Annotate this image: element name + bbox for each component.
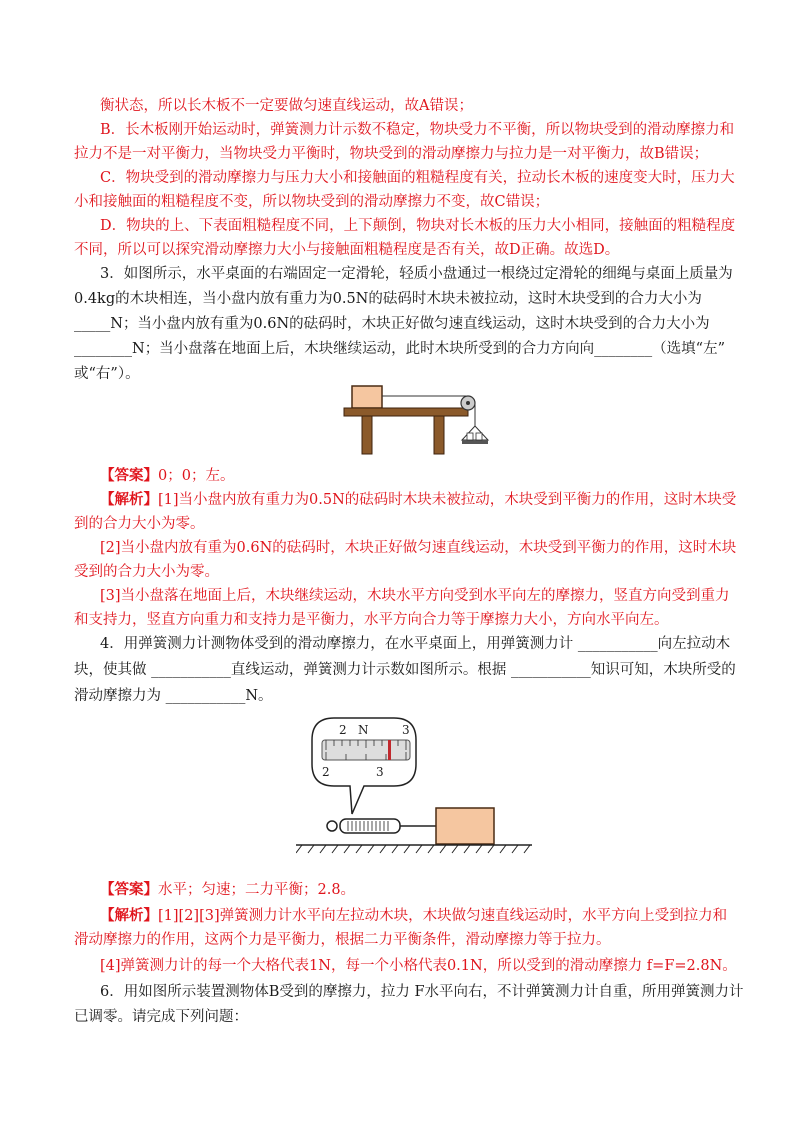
pointer [388, 740, 391, 760]
analysis-line [100, 490, 760, 510]
wood-block [436, 808, 494, 844]
text-line: 滑动摩擦力为 ___________N。 [74, 688, 273, 704]
text-line: 不同，所以可以探究滑动摩擦力大小与接触面粗糙程度是否有关，故D正确。故选D。 [74, 242, 620, 258]
tick-label-top-right: 3 [402, 723, 410, 737]
text-line: ________N；当小盘落在地面上后，木块继续运动，此时木块所受到的合力方向向________（选填“左” [74, 341, 726, 357]
question-6: 6．用如图所示装置测物体B受到的摩擦力，拉力 F水平向右，不计弹簧测力计自重，所用弹簧测力计 [100, 984, 744, 1000]
text-line: [2]当小盘内放有重为0.6N的砝码时，木块正好做匀速直线运动，木块受到平衡力的作用，这时木块 [100, 540, 737, 556]
table-leg [434, 416, 444, 454]
unit-label: N [358, 723, 369, 737]
weight [476, 433, 482, 440]
text-line: 块，使其做 ___________直线运动，弹簧测力计示数如图所示。根据 ___________知识可知，木块所受的 [74, 662, 736, 678]
tick-label-bottom-left: 2 [322, 765, 330, 779]
text-line: _____N；当小盘内放有重为0.6N的砝码时，木块正好做匀速直线运动，这时木块受到的合力大小为 [74, 316, 710, 332]
scale-ring [327, 821, 337, 831]
answer-tag: 【答案】 [100, 467, 158, 484]
text-line: 已调零。请完成下列问题： [74, 1009, 248, 1025]
answer-line [100, 880, 760, 900]
text-line: [3]当小盘落在地面上后，木块继续运动，木块水平方向受到水平向左的摩擦力，竖直方向受到重力 [100, 588, 730, 604]
text-line: 拉力不是一对平衡力，当物块受力平衡时，物块受到的滑动摩擦力与拉力是一对平衡力，故B错误； [74, 146, 709, 162]
answer-tag: 【答案】 [100, 881, 158, 898]
answer-text: 0；0；左。 [158, 468, 235, 484]
analysis-line [100, 906, 760, 926]
text-line: 受到的合力大小为零。 [74, 564, 219, 580]
question-4: 4．用弹簧测力计测物体受到的滑动摩擦力，在水平桌面上，用弹簧测力计 ___________向左拉动木 [100, 636, 731, 652]
tick-label-bottom-right: 3 [376, 765, 384, 779]
answer-line [100, 466, 760, 486]
text-line: 和支持力，竖直方向重力和支持力是平衡力，水平方向合力等于摩擦力大小，方向水平向左。 [74, 612, 669, 628]
answer-text: 水平；匀速；二力平衡；2.8。 [158, 882, 356, 898]
ground-hatch [296, 845, 530, 853]
text-line: 衡状态，所以长木板不一定要做匀速直线运动，故A错误； [100, 98, 473, 114]
tick-label-top-left: 2 [339, 723, 347, 737]
analysis-text: [1]当小盘内放有重力为0.5N的砝码时木块未被拉动，木块受到平衡力的作用，这时木块受 [158, 492, 737, 508]
table-pulley-figure [340, 382, 490, 460]
text-line: D．物块的上、下表面粗糙程度不同，上下颠倒，物块对长木板的压力大小相同，接触面的粗糙程度 [100, 218, 736, 234]
analysis-text: [1][2][3]弹簧测力计水平向左拉动木块，木块做匀速直线运动时，水平方向上受到拉力和 [158, 908, 728, 924]
pan [462, 426, 488, 440]
table-leg [362, 416, 372, 454]
text-line: 滑动摩擦力的作用，这两个力是平衡力，根据二力平衡条件，滑动摩擦力等于拉力。 [74, 932, 611, 948]
text-line: B．长木板刚开始运动时，弹簧测力计示数不稳定，物块受力不平衡，所以物块受到的滑动摩擦力和 [100, 122, 735, 138]
analysis-tag: 【解析】 [100, 907, 158, 924]
analysis-tag: 【解析】 [100, 491, 158, 508]
pan-base [462, 440, 488, 444]
question-3: 3．如图所示，水平桌面的右端固定一定滑轮，轻质小盘通过一根绕过定滑轮的细绳与桌面上质量为 [100, 266, 733, 282]
tabletop [344, 408, 468, 416]
text-line: C．物块受到的滑动摩擦力与压力大小和接触面的粗糙程度有关，拉动长木板的速度变大时，压力大 [100, 170, 735, 186]
text-line: 小和接触面的粗糙程度不变，所以物块受到的滑动摩擦力不变，故C错误； [74, 194, 550, 210]
wood-block [352, 386, 382, 408]
scale-housing [340, 819, 400, 833]
text-line: 0.4kg的木块相连，当小盘内放有重力为0.5N的砝码时木块未被拉动，这时木块受到的合力大小为 [74, 291, 702, 307]
text-line: 或“右”）。 [74, 366, 140, 382]
text-line: [4]弹簧测力计的每一个大格代表1N，每一个小格代表0.1N，所以受到的滑动摩擦力 f=F=2.8N。 [100, 958, 737, 974]
spring-scale-figure [296, 710, 532, 870]
weight [467, 433, 473, 440]
text-line: 到的合力大小为零。 [74, 516, 205, 532]
